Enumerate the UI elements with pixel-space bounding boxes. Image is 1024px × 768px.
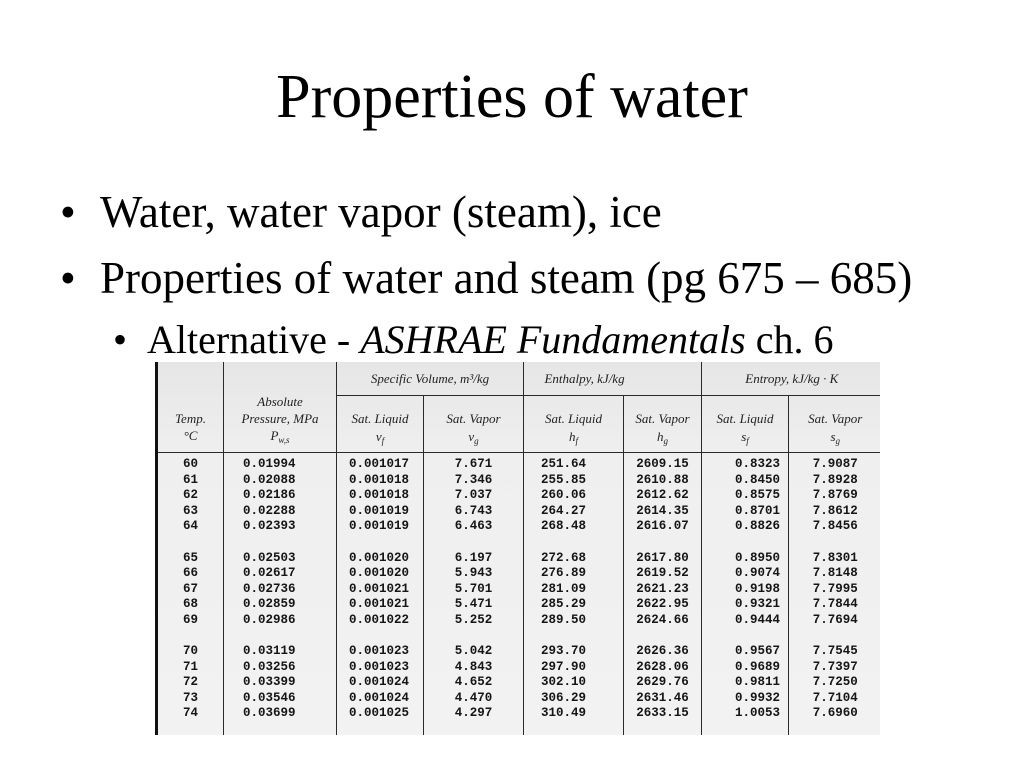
symbol-subscript: g [474,435,479,446]
header-temp-unit: °C [183,427,198,443]
header-sat-liquid-hf [524,395,624,452]
cell-hg: 2617.80 [624,551,702,567]
header-temp [157,362,224,452]
cell-temp: 69 [157,613,224,629]
symbol-subscript: g [663,435,668,446]
sub-bullet-text-before: Alternative - [147,317,361,362]
header-enthalpy: Enthalpy, kJ/kg [524,362,702,395]
cell-sf: 1.0053 [702,706,789,722]
cell-sg: 7.6960 [789,706,880,722]
cell-sg: 7.7844 [789,597,880,613]
cell-sf: 0.8323 [702,457,789,473]
cell-pressure: 0.02617 [224,566,337,582]
header-sat-vapor-vg [424,395,524,452]
symbol: h [657,428,664,444]
table-row [157,488,881,504]
subheader-symbol [337,428,423,446]
cell-hf: 293.70 [524,644,624,660]
cell-hf: 281.09 [524,582,624,598]
spacer-cell [157,722,224,735]
cell-hg: 2628.06 [624,660,702,676]
cell-pressure: 0.01994 [224,457,337,473]
cell-temp: 65 [157,551,224,567]
symbol-subscript: f [575,435,578,446]
cell-sf: 0.8950 [702,551,789,567]
cell-vg: 4.297 [424,706,524,722]
cell-vf: 0.001024 [337,675,424,691]
header-sat-vapor-hg [624,395,702,452]
cell-sf: 0.9198 [702,582,789,598]
cell-vf: 0.001022 [337,613,424,629]
header-pressure-symbol [224,427,336,444]
symbol: s [830,428,836,444]
cell-hf: 251.64 [524,457,624,473]
spacer-cell [702,535,789,551]
subheader-label: Sat. Liquid [351,410,409,426]
header-sat-liquid-sf [702,395,789,452]
bullet-icon: • [60,187,76,237]
cell-pressure: 0.02736 [224,582,337,598]
cell-temp: 63 [157,504,224,520]
bullet-item [0,187,1024,237]
header-row-groups [157,362,881,395]
cell-vf: 0.001018 [337,473,424,489]
header-sat-liquid-vf [337,395,424,452]
cell-vg: 6.197 [424,551,524,567]
subheader-symbol [524,428,623,446]
cell-pressure: 0.03546 [224,691,337,707]
spacer-cell [624,535,702,551]
cell-vg: 4.652 [424,675,524,691]
cell-sf: 0.8826 [702,519,789,535]
cell-sg: 7.7397 [789,660,880,676]
header-temp-label: Temp. [175,410,206,426]
header-entropy: Entropy, kJ/kg · K [702,362,880,395]
cell-vf: 0.001023 [337,660,424,676]
subheader-symbol [624,428,701,446]
table-row [157,660,881,676]
cell-sg: 7.8148 [789,566,880,582]
cell-hf: 255.85 [524,473,624,489]
symbol-subscript: g [835,435,841,446]
table-body [157,452,881,735]
spacer-cell [789,628,880,644]
sub-bullet-emphasis: ASHRAE Fundamentals [360,317,746,362]
cell-vg: 7.671 [424,457,524,473]
spacer-cell [157,628,224,644]
cell-hg: 2619.52 [624,566,702,582]
cell-temp: 71 [157,660,224,676]
cell-hf: 310.49 [524,706,624,722]
cell-temp: 68 [157,597,224,613]
bullet-item [0,253,1024,303]
cell-temp: 74 [157,706,224,722]
sub-bullet-text [147,317,834,362]
table-row [157,706,881,722]
cell-hf: 276.89 [524,566,624,582]
cell-hg: 2612.62 [624,488,702,504]
cell-pressure: 0.02186 [224,488,337,504]
header-pressure-line1: Absolute [257,393,303,409]
cell-sg: 7.7694 [789,613,880,629]
cell-temp: 73 [157,691,224,707]
spacer-cell [424,535,524,551]
table-row [157,473,881,489]
spacer-cell [224,628,337,644]
cell-vf: 0.001020 [337,566,424,582]
cell-vf: 0.001020 [337,551,424,567]
spacer-cell [524,628,624,644]
cell-sg: 7.8928 [789,473,880,489]
water-properties-table-scan [155,362,880,735]
spacer-cell [424,628,524,644]
cell-pressure: 0.02088 [224,473,337,489]
cell-temp: 66 [157,566,224,582]
header-sat-vapor-sg [789,395,880,452]
subheader-symbol [424,428,523,446]
subheader-label: Sat. Vapor [635,410,690,426]
cell-temp: 67 [157,582,224,598]
cell-pressure: 0.03256 [224,660,337,676]
sub-bullet-item [0,317,1024,362]
cell-temp: 60 [157,457,224,473]
spacer-cell [624,722,702,735]
cell-pressure: 0.03399 [224,675,337,691]
cell-sf: 0.9932 [702,691,789,707]
sub-bullet-icon: • [113,317,128,362]
header-specific-volume: Specific Volume, m³/kg [337,362,524,395]
spacer-cell [224,535,337,551]
table-row [157,504,881,520]
row-spacer [157,535,881,551]
subheader-label: Sat. Vapor [446,410,501,426]
cell-vf: 0.001023 [337,644,424,660]
cell-hg: 2616.07 [624,519,702,535]
cell-pressure: 0.02393 [224,519,337,535]
cell-sf: 0.9074 [702,566,789,582]
cell-vg: 6.463 [424,519,524,535]
symbol: v [468,428,475,444]
table-header [157,362,881,452]
cell-temp: 70 [157,644,224,660]
cell-vg: 5.701 [424,582,524,598]
spacer-cell [337,722,424,735]
cell-vg: 5.471 [424,597,524,613]
table-row [157,566,881,582]
cell-pressure: 0.03699 [224,706,337,722]
cell-sg: 7.7250 [789,675,880,691]
table-row [157,597,881,613]
cell-sg: 7.7995 [789,582,880,598]
cell-pressure: 0.02859 [224,597,337,613]
header-pressure-line2: Pressure, MPa [241,410,319,426]
table-row [157,675,881,691]
cell-vg: 5.042 [424,644,524,660]
cell-vg: 4.843 [424,660,524,676]
table-row [157,457,881,473]
cell-hg: 2626.36 [624,644,702,660]
cell-vf: 0.001021 [337,582,424,598]
symbol: v [375,428,382,444]
table-row [157,551,881,567]
spacer-cell [337,628,424,644]
sub-bullet-text-after: ch. 6 [745,317,834,362]
cell-vg: 7.037 [424,488,524,504]
spacer-cell [702,628,789,644]
cell-hg: 2610.88 [624,473,702,489]
symbol-subscript: f [381,435,385,446]
cell-hg: 2629.76 [624,675,702,691]
bullet-text: Properties of water and steam (pg 675 – 685) [100,253,913,303]
cell-hf: 260.06 [524,488,624,504]
cell-vg: 5.252 [424,613,524,629]
cell-sf: 0.8450 [702,473,789,489]
pressure-symbol: P [270,427,279,443]
cell-vf: 0.001019 [337,519,424,535]
spacer-cell [157,535,224,551]
cell-hf: 272.68 [524,551,624,567]
spacer-cell [789,722,880,735]
cell-hf: 306.29 [524,691,624,707]
cell-sf: 0.9321 [702,597,789,613]
spacer-cell [624,628,702,644]
row-spacer [157,628,881,644]
cell-vf: 0.001018 [337,488,424,504]
cell-sf: 0.9811 [702,675,789,691]
cell-vg: 6.743 [424,504,524,520]
cell-sg: 7.8612 [789,504,880,520]
cell-vf: 0.001024 [337,691,424,707]
cell-sf: 0.9444 [702,613,789,629]
spacer-cell [424,722,524,735]
cell-sg: 7.8769 [789,488,880,504]
cell-temp: 72 [157,675,224,691]
spacer-cell [702,722,789,735]
cell-temp: 61 [157,473,224,489]
symbol: s [741,428,747,444]
cell-hg: 2609.15 [624,457,702,473]
cell-pressure: 0.02288 [224,504,337,520]
cell-sg: 7.8456 [789,519,880,535]
cell-pressure: 0.02986 [224,613,337,629]
cell-vg: 4.470 [424,691,524,707]
subheader-label: Sat. Liquid [716,410,774,426]
subheader-label: Sat. Liquid [544,410,603,426]
cell-temp: 64 [157,519,224,535]
cell-hg: 2621.23 [624,582,702,598]
spacer-cell [337,535,424,551]
water-properties-table [155,362,880,735]
row-spacer [157,722,881,735]
subheader-symbol [702,428,788,446]
cell-sf: 0.8575 [702,488,789,504]
cell-hg: 2624.66 [624,613,702,629]
cell-sg: 7.9087 [789,457,880,473]
cell-sf: 0.8701 [702,504,789,520]
cell-vg: 7.346 [424,473,524,489]
cell-sf: 0.9689 [702,660,789,676]
cell-vf: 0.001025 [337,706,424,722]
table-row [157,582,881,598]
cell-vf: 0.001019 [337,504,424,520]
table-row [157,613,881,629]
cell-vf: 0.001021 [337,597,424,613]
table-row [157,644,881,660]
pressure-symbol-subscript: w,s [278,434,290,445]
cell-hf: 285.29 [524,597,624,613]
cell-temp: 62 [157,488,224,504]
cell-vg: 5.943 [424,566,524,582]
bullet-text: Water, water vapor (steam), ice [100,187,662,237]
bullet-icon: • [60,253,76,303]
header-pressure [224,362,337,452]
subheader-label: Sat. Vapor [808,410,863,426]
cell-hf: 302.10 [524,675,624,691]
spacer-cell [524,535,624,551]
symbol: h [568,428,576,444]
subheader-symbol [789,428,880,446]
cell-pressure: 0.02503 [224,551,337,567]
spacer-cell [224,722,337,735]
cell-sg: 7.7545 [789,644,880,660]
cell-hg: 2622.95 [624,597,702,613]
cell-sg: 7.7104 [789,691,880,707]
cell-pressure: 0.03119 [224,644,337,660]
cell-hg: 2633.15 [624,706,702,722]
slide-title: Properties of water [276,63,748,131]
cell-hf: 268.48 [524,519,624,535]
spacer-cell [789,535,880,551]
cell-hf: 289.50 [524,613,624,629]
cell-vf: 0.001017 [337,457,424,473]
cell-hf: 264.27 [524,504,624,520]
cell-hg: 2614.35 [624,504,702,520]
cell-hg: 2631.46 [624,691,702,707]
symbol-subscript: f [746,435,749,446]
cell-hf: 297.90 [524,660,624,676]
cell-sg: 7.8301 [789,551,880,567]
table-row [157,519,881,535]
spacer-cell [524,722,624,735]
table-row [157,691,881,707]
cell-sf: 0.9567 [702,644,789,660]
